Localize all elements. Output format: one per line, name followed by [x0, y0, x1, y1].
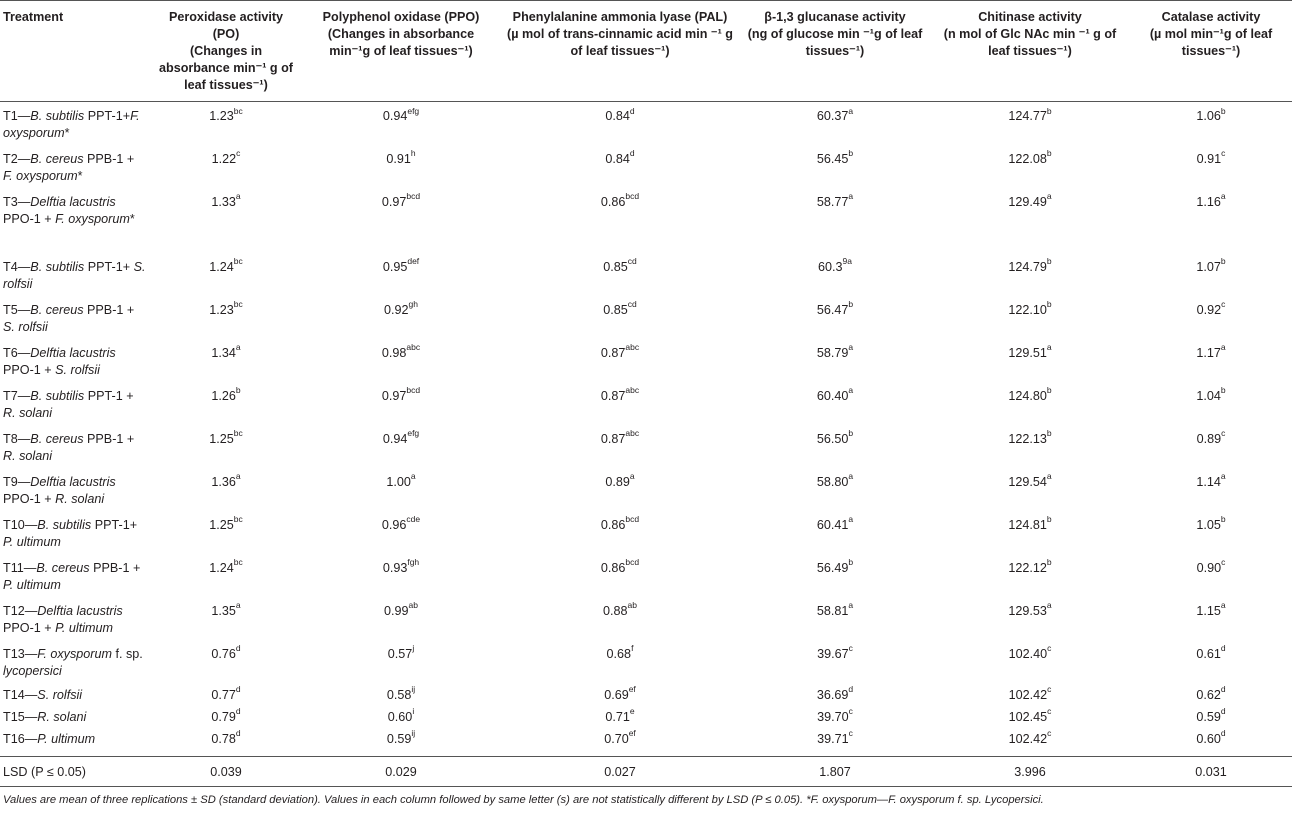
significance-letters: bcd — [625, 514, 640, 525]
significance-letters: ef — [628, 684, 636, 695]
pal-cell: 0.87$^{abc}$ — [600, 428, 640, 446]
glucanase-cell: 56.47$^b$ — [816, 299, 854, 317]
lsd-row — [0, 757, 1292, 787]
table-row — [0, 683, 1292, 705]
po-cell: 0.79$^d$ — [211, 706, 241, 724]
chitinase-cell: 122.12$^b$ — [1008, 557, 1052, 575]
po-cell: 1.22$^c$ — [211, 148, 241, 166]
significance-letters: a — [1046, 191, 1052, 202]
chitinase-cell: 102.42$^c$ — [1008, 684, 1052, 702]
ppo-cell: 0.94$^{efg}$ — [382, 428, 420, 446]
table-row — [0, 253, 1292, 296]
table-row — [0, 511, 1292, 554]
pal-cell: 0.86$^{bcd}$ — [600, 557, 640, 575]
significance-letters: bcd — [625, 191, 640, 202]
significance-letters: ab — [627, 600, 637, 611]
catalase-cell: 0.61$^d$ — [1196, 643, 1226, 661]
pal-cell: 0.71e — [605, 706, 635, 724]
chitinase-cell: 124.81$^b$ — [1008, 514, 1052, 532]
glucanase-cell: 39.67$^c$ — [817, 643, 853, 661]
significance-letters: gh — [408, 299, 418, 310]
significance-letters: a — [1220, 342, 1226, 353]
significance-letters: a — [1046, 471, 1052, 482]
table-body — [0, 102, 1292, 757]
ppo-cell: 0.57$^j$ — [387, 643, 415, 661]
treatment-cell: T8—B. cereus PPB-1 + R. solani — [3, 431, 135, 463]
header-ppo: Polyphenol oxidase (PPO) (Changes in absorbance min⁻¹g of leaf tissues⁻¹) — [322, 10, 480, 58]
ppo-cell: 0.95$^{def}$ — [382, 256, 420, 274]
treatment-cell: T10—B. subtilis PPT-1+ P. ultimum — [3, 517, 138, 549]
significance-letters: a — [235, 600, 241, 611]
glucanase-cell: 56.49$^b$ — [816, 557, 854, 575]
pal-cell: 0.69$^{ef}$ — [604, 684, 636, 702]
chitinase-cell: 102.42$^c$ — [1008, 728, 1052, 746]
ppo-cell: 0.60$^i$ — [387, 706, 415, 724]
chitinase-cell: 129.53$^a$ — [1008, 600, 1052, 618]
table-row — [0, 468, 1292, 511]
table-row — [0, 296, 1292, 339]
significance-letters: b — [1046, 428, 1052, 439]
table-row — [0, 102, 1292, 145]
chitinase-cell: 122.08$^b$ — [1008, 148, 1052, 166]
significance-letters: cde — [406, 514, 421, 525]
significance-letters: b — [1046, 148, 1052, 159]
significance-letters: c — [1047, 684, 1052, 695]
significance-letters: bc — [233, 514, 243, 525]
significance-letters: b — [848, 148, 854, 159]
significance-letters: a — [848, 105, 854, 116]
po-cell: 1.23$^{bc}$ — [209, 105, 243, 123]
significance-letters: a — [235, 342, 241, 353]
header-catalase: Catalase activity (µ mol min⁻¹g of leaf tissues⁻¹) — [1149, 10, 1273, 58]
glucanase-cell: 60.41$^a$ — [816, 514, 854, 532]
treatment-cell: T5—B. cereus PPB-1 + S. rolfsii — [3, 302, 135, 334]
significance-letters: a — [410, 471, 416, 482]
po-cell: 0.77$^d$ — [211, 684, 241, 702]
table-row — [0, 597, 1292, 640]
table-row — [0, 554, 1292, 597]
ppo-cell: $0.59^{ij}$ — [386, 728, 416, 746]
lsd-ppo: 0.029 — [385, 765, 417, 779]
significance-letters: d — [1220, 728, 1226, 739]
significance-letters: b — [1046, 514, 1052, 525]
significance-letters: j — [412, 643, 415, 654]
glucanase-cell: 58.77$^a$ — [816, 191, 854, 209]
significance-letters: abc — [625, 428, 640, 439]
treatment-cell: T12—Delftia lacustris PPO-1 + P. ultimum — [3, 603, 123, 635]
catalase-cell: 1.06$^b$ — [1196, 105, 1226, 123]
pal-cell: 0.84$^d$ — [605, 148, 635, 166]
pal-cell: 0.85$^{cd}$ — [603, 256, 637, 274]
significance-letters: abc — [625, 385, 640, 396]
significance-letters: d — [1220, 706, 1226, 717]
treatment-cell: T16—P. ultimum — [3, 731, 96, 746]
glucanase-cell: 60.40$^a$ — [816, 385, 854, 403]
table-row — [0, 640, 1292, 683]
significance-letters: a — [235, 191, 241, 202]
table-row — [0, 339, 1292, 382]
table-row — [0, 188, 1292, 253]
glucanase-cell: 58.79$^a$ — [816, 342, 854, 360]
significance-letters: a — [848, 342, 854, 353]
po-cell: 1.26$^b$ — [211, 385, 241, 403]
treatment-cell: T9—Delftia lacustris PPO-1 + R. solani — [3, 474, 116, 506]
header-chitinase: Chitinase activity (n mol of Glc NAc min ⁻¹ g of leaf tissues⁻¹) — [943, 10, 1117, 58]
lsd-pal: 0.027 — [604, 765, 636, 779]
catalase-cell: 0.59$^d$ — [1196, 706, 1226, 724]
significance-letters: b — [1220, 514, 1226, 525]
significance-letters: bc — [233, 105, 243, 116]
significance-letters: bc — [233, 299, 243, 310]
catalase-cell: 1.14$^a$ — [1196, 471, 1226, 489]
glucanase-cell: 39.70$^c$ — [817, 706, 853, 724]
ppo-cell: 0.98$^{abc}$ — [381, 342, 421, 360]
header-treatment: Treatment — [3, 10, 64, 24]
significance-letters: bcd — [406, 191, 421, 202]
significance-letters: c — [1047, 728, 1052, 739]
pal-cell: 0.86$^{bcd}$ — [600, 514, 640, 532]
po-cell: 1.25$^{bc}$ — [209, 428, 243, 446]
catalase-cell: 1.15$^a$ — [1196, 600, 1226, 618]
catalase-cell: 1.17$^a$ — [1196, 342, 1226, 360]
significance-letters: a — [1220, 471, 1226, 482]
lsd-catalase: 0.031 — [1195, 765, 1227, 779]
glucanase-cell: 58.80$^a$ — [816, 471, 854, 489]
header-row — [0, 1, 1292, 102]
significance-letters: a — [848, 514, 854, 525]
significance-letters: efg — [407, 105, 420, 116]
lsd-po: 0.039 — [210, 765, 242, 779]
significance-letters: a — [1220, 191, 1226, 202]
chitinase-cell: 124.77$^b$ — [1008, 105, 1052, 123]
catalase-cell: 0.62$^d$ — [1196, 684, 1226, 702]
significance-letters: a — [1046, 600, 1052, 611]
catalase-cell: 1.05$^b$ — [1196, 514, 1226, 532]
chitinase-cell: 122.10$^b$ — [1008, 299, 1052, 317]
significance-letters: ef — [628, 728, 636, 739]
significance-letters: b — [1220, 105, 1226, 116]
significance-letters: ij — [411, 728, 416, 739]
pal-cell: 0.70$^{ef}$ — [604, 728, 636, 746]
significance-letters: c — [1221, 148, 1226, 159]
significance-letters: a — [1220, 600, 1226, 611]
significance-letters: d — [235, 684, 241, 695]
pal-cell: 0.87$^{abc}$ — [600, 385, 640, 403]
significance-letters: c — [236, 148, 241, 159]
ppo-cell: 0.92$^{gh}$ — [384, 299, 418, 317]
significance-letters: a — [848, 471, 854, 482]
pal-cell: 0.87$^{abc}$ — [600, 342, 640, 360]
table-row — [0, 727, 1292, 757]
table-footnote: Values are mean of three replications ± SD (standard deviation). Values in each column followed by same letter (s) are not statistically different by LSD (P ≤ 0.05). *F. oxysporum—F. oxysporum f. sp. Lycopersici. — [3, 794, 1044, 806]
significance-letters: e — [629, 706, 635, 717]
significance-letters: d — [235, 643, 241, 654]
lsd-chitinase: 3.996 — [1014, 765, 1046, 779]
glucanase-cell: 56.50$^b$ — [816, 428, 854, 446]
po-cell: 1.23$^{bc}$ — [209, 299, 243, 317]
po-cell: 1.25$^{bc}$ — [209, 514, 243, 532]
treatment-cell: T4—B. subtilis PPT-1+ S. rolfsii — [3, 259, 146, 291]
significance-letters: b — [1046, 557, 1052, 568]
pal-cell: 0.68$^f$ — [606, 643, 634, 661]
significance-letters: h — [410, 148, 416, 159]
chitinase-cell: 124.79$^b$ — [1008, 256, 1052, 274]
significance-letters: c — [1221, 557, 1226, 568]
significance-letters: b — [1220, 256, 1226, 267]
chitinase-cell: 129.54$^a$ — [1008, 471, 1052, 489]
catalase-cell: 0.90$^c$ — [1196, 557, 1226, 575]
significance-letters: abc — [625, 342, 640, 353]
table-row — [0, 382, 1292, 425]
po-cell: 1.34$^a$ — [211, 342, 241, 360]
significance-letters: a — [848, 191, 854, 202]
significance-letters: b — [1046, 299, 1052, 310]
pal-cell: 0.84$^d$ — [605, 105, 635, 123]
po-cell: 1.35$^a$ — [211, 600, 241, 618]
significance-letters: 9a — [842, 256, 852, 267]
significance-letters: d — [1220, 684, 1226, 695]
significance-letters: bc — [233, 428, 243, 439]
ppo-cell: 0.99$^{ab}$ — [384, 600, 418, 618]
treatment-cell: T6—Delftia lacustris PPO-1 + S. rolfsii — [3, 345, 116, 377]
significance-letters: b — [848, 428, 854, 439]
catalase-cell: 0.92$^c$ — [1196, 299, 1226, 317]
po-cell: 1.24$^{bc}$ — [209, 256, 243, 274]
significance-letters: a — [1046, 342, 1052, 353]
treatment-cell: T7—B. subtilis PPT-1 + R. solani — [3, 388, 134, 420]
po-cell: 1.36$^a$ — [211, 471, 241, 489]
lsd-label: LSD (P ≤ 0.05) — [3, 765, 86, 779]
chitinase-cell: 102.45$^c$ — [1008, 706, 1052, 724]
significance-letters: c — [1221, 428, 1226, 439]
glucanase-cell: 56.45$^b$ — [816, 148, 854, 166]
significance-letters: d — [629, 105, 635, 116]
ppo-cell: 0.97$^{bcd}$ — [381, 191, 421, 209]
chitinase-cell: 102.40$^c$ — [1008, 643, 1052, 661]
po-cell: 1.24$^{bc}$ — [209, 557, 243, 575]
ppo-cell: $0.58^{ij}$ — [386, 684, 416, 702]
significance-letters: b — [235, 385, 241, 396]
treatment-cell: T1—B. subtilis PPT-1+F. oxysporum* — [3, 109, 140, 140]
ppo-cell: 1.00$^a$ — [386, 471, 416, 489]
significance-letters: efg — [407, 428, 420, 439]
glucanase-cell: 39.71$^c$ — [817, 728, 853, 746]
pal-cell: 0.89$^a$ — [605, 471, 635, 489]
significance-letters: d — [848, 684, 854, 695]
significance-letters: a — [848, 385, 854, 396]
lsd-glucanase: 1.807 — [819, 765, 851, 779]
po-cell: 0.76$^d$ — [211, 643, 241, 661]
significance-letters: b — [1046, 105, 1052, 116]
chitinase-cell: 124.80$^b$ — [1008, 385, 1052, 403]
chitinase-cell: 129.51$^a$ — [1008, 342, 1052, 360]
catalase-cell: 0.91$^c$ — [1196, 148, 1226, 166]
significance-letters: f — [631, 643, 634, 654]
pal-cell: 0.85$^{cd}$ — [603, 299, 637, 317]
ppo-cell: 0.97$^{bcd}$ — [381, 385, 421, 403]
significance-letters: b — [1220, 385, 1226, 396]
header-pal: Phenylalanine ammonia lyase (PAL) (µ mol of trans-cinnamic acid min ⁻¹ g of leaf tissues⁻¹) — [507, 10, 733, 58]
significance-letters: a — [848, 600, 854, 611]
glucanase-cell: 58.81$^a$ — [816, 600, 854, 618]
header-po: Peroxidase activity (PO) (Changes in absorbance min⁻¹ g of leaf tissues⁻¹) — [159, 10, 293, 92]
significance-letters: i — [412, 706, 415, 717]
catalase-cell: 0.89$^c$ — [1196, 428, 1226, 446]
significance-letters: ab — [408, 600, 418, 611]
ppo-cell: 0.96$^{cde}$ — [381, 514, 421, 532]
catalase-cell: 1.16$^a$ — [1196, 191, 1226, 209]
significance-letters: def — [407, 256, 420, 267]
header-glucanase: β-1,3 glucanase activity (ng of glucose min ⁻¹g of leaf tissues⁻¹) — [747, 10, 923, 58]
ppo-cell: 0.93$^{fgh}$ — [382, 557, 420, 575]
significance-letters: d — [629, 148, 635, 159]
treatment-cell: T13—F. oxysporum f. sp. lycopersici — [3, 646, 143, 678]
significance-letters: fgh — [407, 557, 420, 568]
significance-letters: c — [848, 728, 853, 739]
significance-letters: b — [1046, 256, 1052, 267]
catalase-cell: 1.07$^b$ — [1196, 256, 1226, 274]
significance-letters: c — [848, 643, 853, 654]
pal-cell: 0.86$^{bcd}$ — [600, 191, 640, 209]
treatment-cell: T3—Delftia lacustris PPO-1 + F. oxysporum* — [3, 194, 135, 226]
ppo-cell: 0.94$^{efg}$ — [382, 105, 420, 123]
treatment-cell: T2—B. cereus PPB-1 + F. oxysporum* — [3, 151, 135, 183]
significance-letters: b — [848, 557, 854, 568]
significance-letters: abc — [406, 342, 421, 353]
table-row — [0, 145, 1292, 188]
glucanase-cell: 60.37$^a$ — [816, 105, 854, 123]
glucanase-cell: $60.3^{9a}$ — [818, 256, 852, 274]
significance-letters: bcd — [406, 385, 421, 396]
significance-letters: cd — [627, 256, 637, 267]
significance-letters: c — [1047, 706, 1052, 717]
significance-letters: cd — [627, 299, 637, 310]
glucanase-cell: 36.69$^d$ — [816, 684, 854, 702]
catalase-cell: 1.04$^b$ — [1196, 385, 1226, 403]
po-cell: 0.78$^d$ — [211, 728, 241, 746]
pal-cell: 0.88$^{ab}$ — [603, 600, 637, 618]
significance-letters: bc — [233, 557, 243, 568]
table-row — [0, 425, 1292, 468]
significance-letters: a — [629, 471, 635, 482]
significance-letters: b — [848, 299, 854, 310]
significance-letters: d — [235, 728, 241, 739]
table-row — [0, 705, 1292, 727]
catalase-cell: 0.60$^d$ — [1196, 728, 1226, 746]
significance-letters: c — [848, 706, 853, 717]
significance-letters: a — [235, 471, 241, 482]
significance-letters: b — [1046, 385, 1052, 396]
chitinase-cell: 129.49$^a$ — [1008, 191, 1052, 209]
significance-letters: d — [235, 706, 241, 717]
significance-letters: c — [1221, 299, 1226, 310]
treatment-cell: T15—R. solani — [3, 709, 87, 724]
significance-letters: ij — [411, 684, 416, 695]
significance-letters: d — [1220, 643, 1226, 654]
treatment-cell: T14—S. rolfsii — [3, 687, 83, 702]
ppo-cell: 0.91$^h$ — [386, 148, 416, 166]
significance-letters: bc — [233, 256, 243, 267]
significance-letters: c — [1047, 643, 1052, 654]
significance-letters: bcd — [625, 557, 640, 568]
chitinase-cell: 122.13$^b$ — [1008, 428, 1052, 446]
po-cell: 1.33$^a$ — [211, 191, 241, 209]
treatment-cell: T11—B. cereus PPB-1 + P. ultimum — [3, 560, 141, 592]
